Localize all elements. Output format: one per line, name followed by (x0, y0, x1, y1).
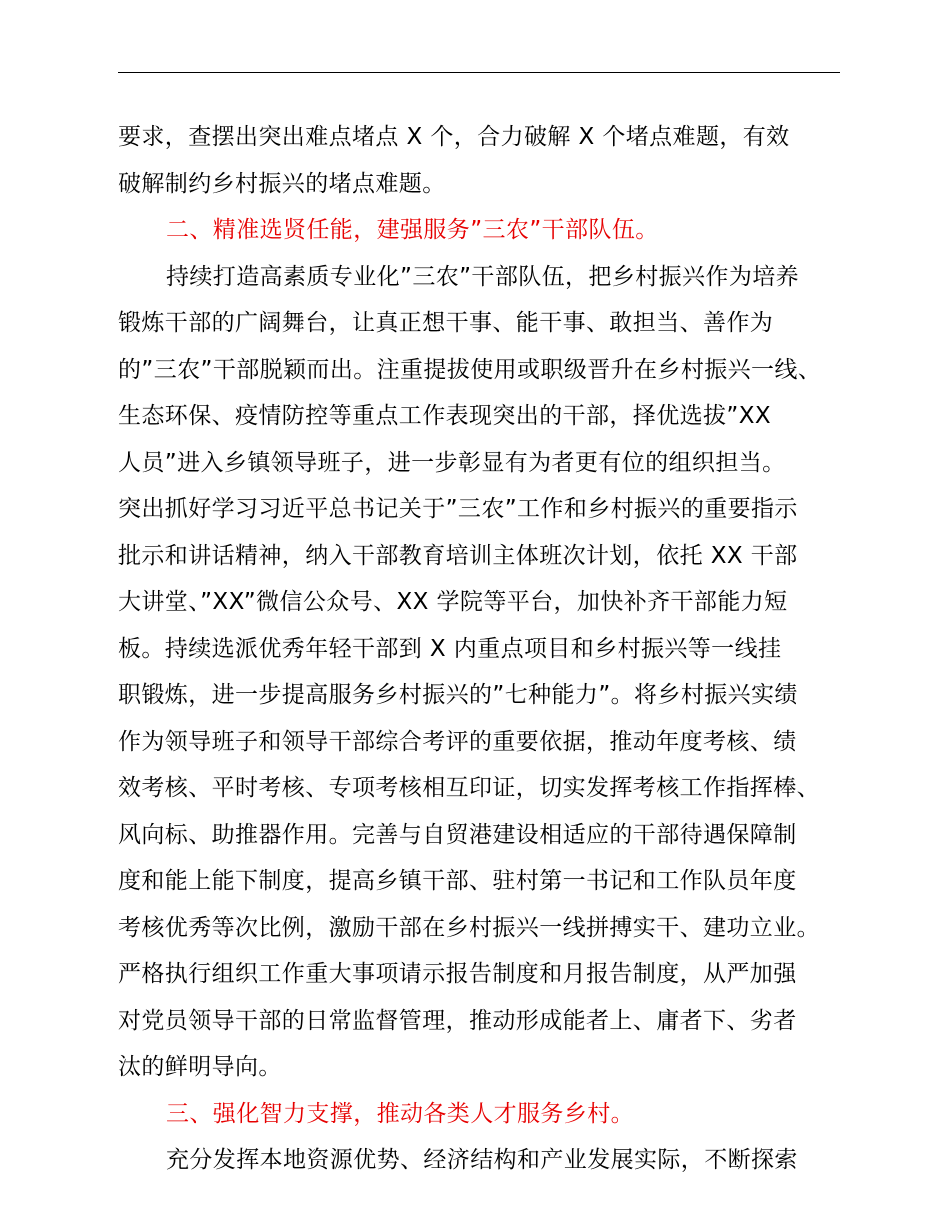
body-line: 要求，查摆出突出难点堵点 X 个，合力破解 X 个堵点难题，有效 (118, 124, 790, 150)
section-heading-2: 二、精准选贤任能，建强服务”三农”干部队伍。 (166, 217, 659, 243)
body-line: 度和能上能下制度，提高乡镇干部、驻村第一书记和工作队员年度 (118, 868, 797, 894)
document-body (118, 114, 840, 1184)
body-line: 作为领导班子和领导干部综合考评的重要依据，推动年度考核、绩 (118, 728, 797, 755)
body-line: 严格执行组织工作重大事项请示报告制度和月报告制度，从严加强 (118, 961, 797, 987)
body-line: 职锻炼，进一步提高服务乡村振兴的”七种能力”。将乡村振兴实绩 (118, 682, 798, 708)
body-line: 突出抓好学习习近平总书记关于”三农”工作和乡村振兴的重要指示 (118, 496, 798, 522)
paragraph-first-line: 充分发挥本地资源优势、经济结构和产业发展实际，不断探索 (166, 1147, 798, 1173)
header-rule (118, 72, 840, 73)
body-line: 汰的鲜明导向。 (118, 1054, 282, 1080)
body-line: 对党员领导干部的日常监督管理，推动形成能者上、庸者下、劣者 (118, 1007, 797, 1034)
body-line: 考核优秀等次比例，激励干部在乡村振兴一线拼搏实干、建功立业。 (118, 914, 820, 941)
body-line: 批示和讲话精神，纳入干部教育培训主体班次计划，依托 XX 干部 (118, 542, 798, 569)
body-line: 板。持续选派优秀年轻干部到 X 内重点项目和乡村振兴等一线挂 (118, 635, 782, 662)
section-heading-3: 三、强化智力支撑，推动各类人才服务乡村。 (166, 1100, 634, 1127)
body-line: 人员”进入乡镇领导班子，进一步彰显有为者更有位的组织担当。 (118, 449, 786, 476)
body-line: 破解制约乡村振兴的堵点难题。 (118, 170, 446, 197)
body-line: 锻炼干部的广阔舞台，让真正想干事、能干事、敢担当、善作为 (118, 310, 774, 336)
body-line: 的”三农”干部脱颖而出。注重提拔使用或职级晋升在乡村振兴一线、 (118, 356, 822, 383)
body-line: 风向标、助推器作用。完善与自贸港建设相适应的干部待遇保障制 (118, 821, 797, 848)
body-line: 生态环保、疫情防控等重点工作表现突出的干部，择优选拔”XX (118, 403, 772, 429)
body-line: 大讲堂、”XX”微信公众号、XX 学院等平台，加快补齐干部能力短 (118, 589, 788, 615)
paragraph-first-line: 持续打造高素质专业化”三农”干部队伍，把乡村振兴作为培养 (166, 263, 800, 290)
body-line: 效考核、平时考核、专项考核相互印证，切实发挥考核工作指挥棒、 (118, 775, 820, 801)
